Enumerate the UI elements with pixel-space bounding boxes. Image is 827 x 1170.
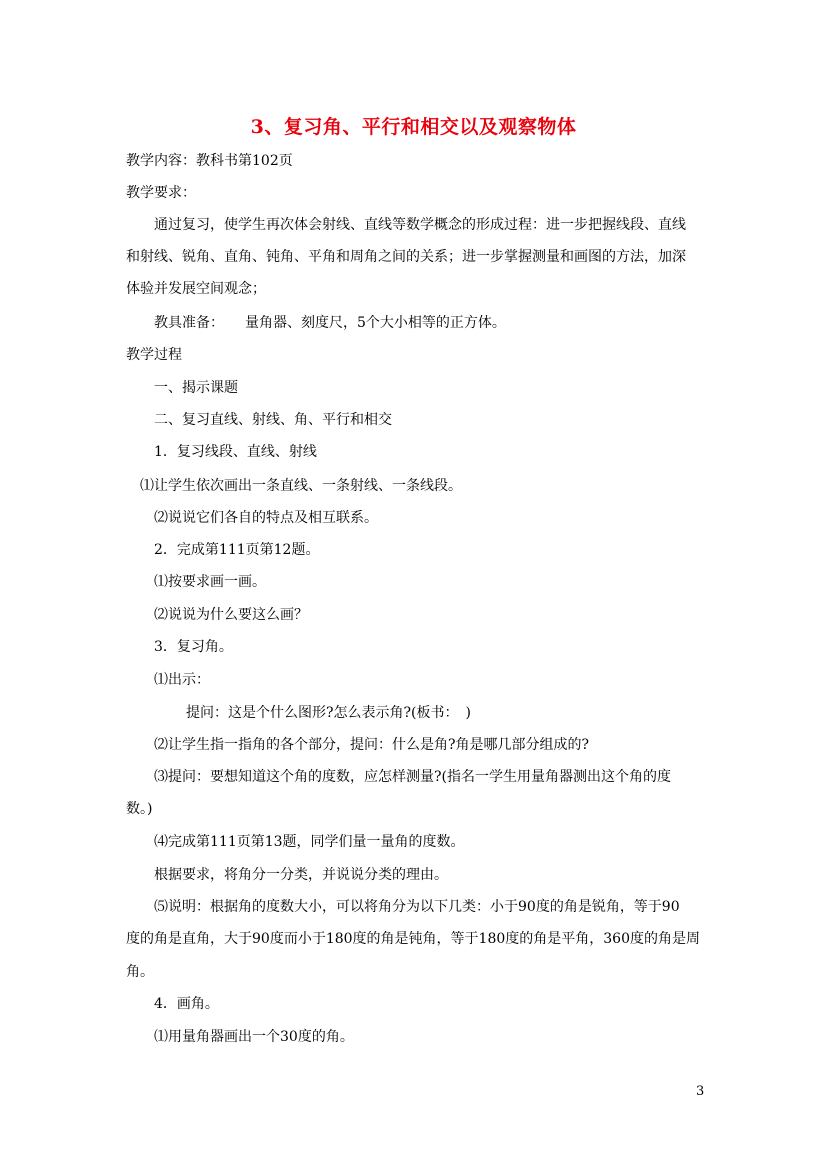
text-line: ⑴按要求画一画。: [154, 574, 266, 590]
text-line: ⑶提问：要想知道这个角的度数，应怎样测量?(指名一学生用量角器测出这个角的度: [154, 769, 671, 785]
text-line: ⑴让学生依次画出一条直线、一条射线、一条线段。: [140, 478, 462, 494]
text-line: 教学过程: [126, 347, 182, 363]
text-line: ⑷完成第111页第13题，同学们量一量角的度数。: [154, 834, 465, 850]
text-line: 一、揭示课题: [154, 380, 238, 396]
text-line: ⑵说说为什么要这么画？: [154, 607, 308, 623]
text-line: 和射线、锐角、直角、钝角、平角和周角之间的关系；进一步掌握测量和画图的方法，加深: [126, 249, 686, 265]
page-number: 3: [696, 1084, 705, 1099]
text-line: 数。): [126, 801, 153, 817]
text-line: 教学要求：: [126, 185, 196, 201]
text-line: ⑵让学生指一指角的各个部分，提问：什么是角?角是哪几部分组成的?: [154, 737, 590, 753]
text-line: ⑸说明：根据角的度数大小，可以将角分为以下几类：小于90度的角是锐角，等于90: [154, 899, 680, 915]
text-line: 角。: [126, 964, 154, 980]
text-line: 体验并发展空间观念；: [126, 281, 266, 297]
text-line: 1．复习线段、直线、射线: [154, 444, 317, 460]
text-line: ⑴出示：: [154, 672, 210, 688]
document-title: 3、复习角、平行和相交以及观察物体: [250, 116, 577, 138]
text-line: 二、复习直线、射线、角、平行和相交: [154, 412, 392, 428]
text-line: 教具准备： 量角器、刻度尺，5个大小相等的正方体。: [154, 315, 506, 331]
text-line: 度的角是直角，大于90度而小于180度的角是钝角，等于180度的角是平角，360度的角是周: [126, 931, 700, 947]
text-line: ⑵说说它们各自的特点及相互联系。: [154, 510, 378, 526]
text-line: 3．复习角。: [154, 639, 233, 655]
text-line: 2．完成第111页第12题。: [154, 542, 320, 558]
text-line: 教学内容：教科书第102页: [126, 153, 293, 169]
text-line: 通过复习，使学生再次体会射线、直线等数学概念的形成过程：进一步把握线段、直线: [154, 217, 686, 233]
text-line: 根据要求，将角分一分类，并说说分类的理由。: [154, 867, 448, 883]
text-line: 4．画角。: [154, 996, 219, 1012]
text-line: ⑴用量角器画出一个30度的角。: [154, 1029, 354, 1045]
text-line: 提问：这是个什么图形?怎么表示角?(板书： ): [186, 705, 471, 721]
